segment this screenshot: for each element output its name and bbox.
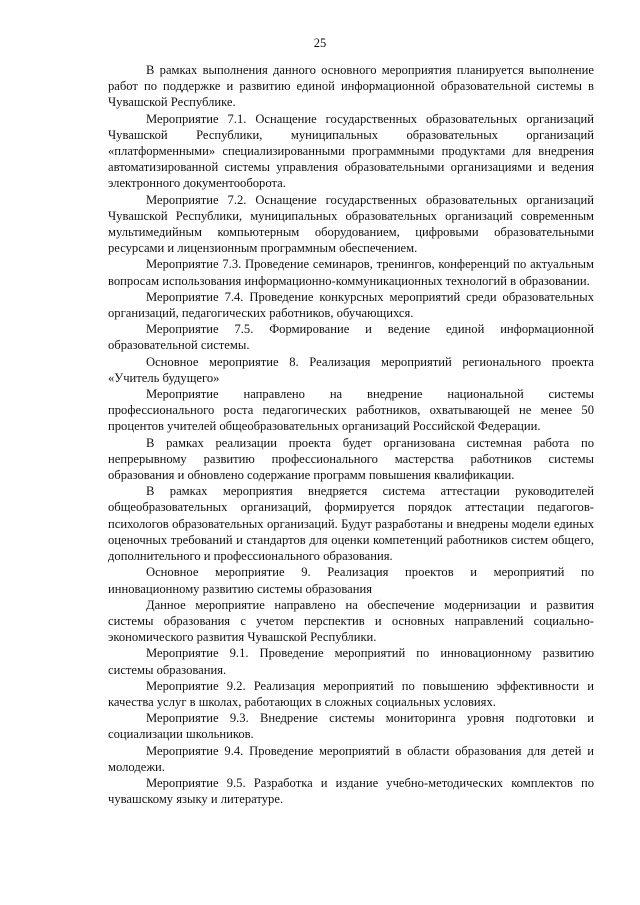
paragraph: Мероприятие 7.3. Проведение семинаров, тренингов, конференций по актуальным вопросам использования информационно-коммуникационных технологий в образовании. — [108, 257, 594, 288]
paragraph: В рамках мероприятия внедряется система аттестации руководителей общеобразовательных организаций, формируется порядок аттестации педагогов-психологов образовательных организаций. Будут разработаны и внедрены модели единых оценочных требований и стандартов для оценки компетенций работников систем общего, дополнительного и профессионального образования. — [108, 484, 594, 564]
paragraph: Мероприятие 9.2. Реализация мероприятий по повышению эффективности и качества услуг в школах, работающих в сложных социальных условиях. — [108, 678, 594, 709]
document-body — [108, 62, 594, 807]
paragraph: Данное мероприятие направлено на обеспечение модернизации и развития системы образования с учетом перспектив и основных направлений социально-экономического развития Чувашской Республики. — [108, 597, 594, 645]
paragraph: Мероприятие 7.2. Оснащение государственных образовательных организаций Чувашской Республики, муниципальных образовательных организаций современным мультимедийным компьютерным оборудованием, цифровыми образовательными ресурсами и лицензионным программным обеспечением. — [108, 192, 594, 256]
paragraph: В рамках реализации проекта будет организована системная работа по непрерывному развитию профессионального мастерства работников системы образования и обновлено содержание программ повышения квалификации. — [108, 435, 594, 483]
paragraph: Мероприятие 9.1. Проведение мероприятий по инновационному развитию системы образования. — [108, 646, 594, 677]
page-number: 25 — [313, 36, 327, 50]
paragraph: Мероприятие направлено на внедрение национальной системы профессионального роста педагогических работников, охватывающей не менее 50 процентов учителей общеобразовательных организаций Российской Федерации. — [108, 387, 594, 434]
paragraph: Мероприятие 7.1. Оснащение государственных образовательных организаций Чувашской Республики, муниципальных образовательных организаций «платформенными» специализированными программными продуктами для внедрения автоматизированной системы управления образовательными организациями и ведения электронного документооборота. — [108, 111, 594, 191]
paragraph: Мероприятие 7.5. Формирование и ведение единой информационной образовательной системы. — [108, 322, 594, 353]
paragraph: Мероприятие 7.4. Проведение конкурсных мероприятий среди образовательных организаций, педагогических работников, обучающихся. — [108, 289, 594, 321]
section-heading-paragraph: Основное мероприятие 9. Реализация проектов и мероприятий по инновационному развитию системы образования — [108, 565, 594, 596]
paragraph: Мероприятие 9.3. Внедрение системы мониторинга уровня подготовки и социализации школьников. — [108, 711, 594, 742]
section-heading-paragraph: Основное мероприятие 8. Реализация мероприятий регионального проекта «Учитель будущего» — [108, 354, 594, 385]
paragraph: В рамках выполнения данного основного мероприятия планируется выполнение работ по поддержке и развитию единой информационной образовательной системы в Чувашской Республике. — [108, 63, 594, 110]
paragraph: Мероприятие 9.5. Разработка и издание учебно-методических комплектов по чувашскому языку и литературе. — [108, 775, 594, 807]
paragraph: Мероприятие 9.4. Проведение мероприятий в области образования для детей и молодежи. — [108, 743, 594, 774]
